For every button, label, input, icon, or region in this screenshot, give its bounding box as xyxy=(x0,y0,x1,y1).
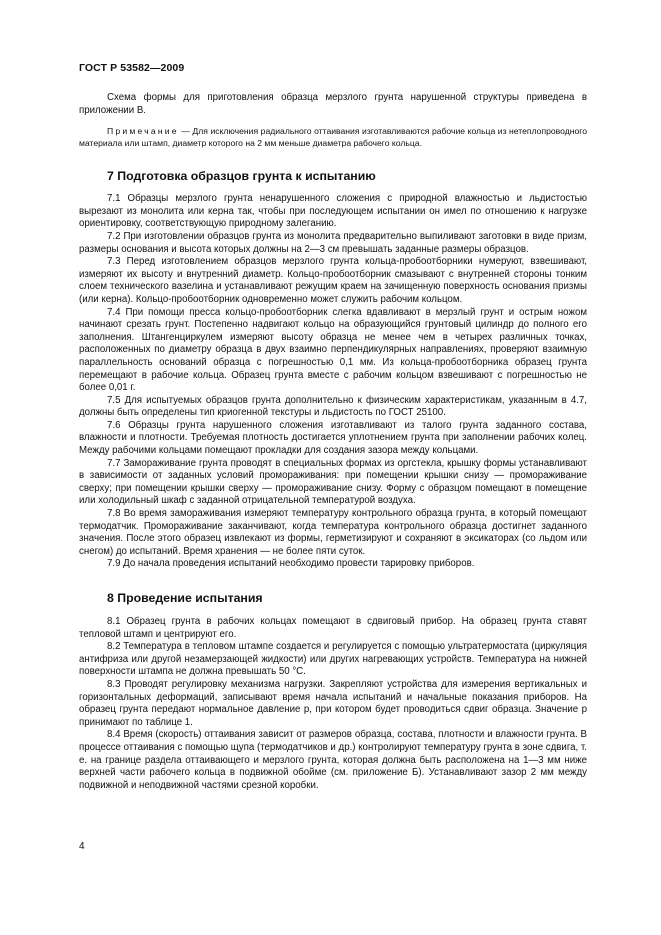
section-8-title: 8 Проведение испытания xyxy=(107,591,263,605)
paragraph-7-6: 7.6 Образцы грунта нарушенного сложения изготавливают из талого грунта заданного состава, влажности и плотности. Требуемая плотность достигается уплотнением грунта при заполнении рабочих колец. Между рабочими кольцами помещают прокладки для создания зазора между кольцами. xyxy=(79,419,587,457)
paragraph-8-1: 8.1 Образец грунта в рабочих кольцах помещают в сдвиговый прибор. На образец грунта ставят тепловой штамп и центрируют его. xyxy=(79,616,587,640)
note-text: — Для исключения радиального оттаивания изготавливаются рабочие кольца из нетеплопроводного материала или штамп, диаметр которого на 2 мм меньше диаметра рабочего кольца. xyxy=(79,126,587,149)
paragraph-8-2: 8.2 Температура в тепловом штампе создается и регулируется с помощью ультратермостата (циркуляция антифриза или другой незамерзающей жидкости) или других нагревающих устройств. Температура на нижней поверхности штампа не должна превышать 50 °C. xyxy=(79,641,587,678)
paragraph-7-4: 7.4 При помощи пресса кольцо-пробоотборник слегка вдавливают в мерзлый грунт и острым ножом начинают срезать грунт. Постепенно надвигают кольцо на образующийся грунтовый цилиндр до полного его заполнения. Штангенциркулем измеряют высоту образца не менее чем в четырех различных точках, расположенных по диаметру образца в двух взаимно перпендикулярных направлениях, проверяют взаимную параллельность оснований образца с погрешностью 0,1 мм. Из кольца-пробоотборника образец грунта перемещают в рабочие кольца. Образец грунта вместе с рабочим кольцом взвешивают с погрешностью не более 0,01 г. xyxy=(79,306,587,394)
paragraph-7-9: 7.9 До начала проведения испытаний необходимо провести тарировку приборов. xyxy=(107,558,475,570)
standard-code: ГОСТ Р 53582—2009 xyxy=(79,62,185,74)
paragraph-7-1: 7.1 Образцы мерзлого грунта ненарушенного сложения с природной влажностью и льдистостью вырезают из монолита или керна так, чтобы при последующем испытании он имел по отношению к нагрузке ориентировку, соответствующую природному залеганию. xyxy=(79,193,587,230)
paragraph-7-2: 7.2 При изготовлении образцов грунта из монолита предварительно выпиливают заготовки в виде призм, размеры основания и высота которых должны на 2—3 см превышать заданные размеры образцов. xyxy=(79,230,587,255)
paragraph-8-4: 8.4 Время (скорость) оттаивания зависит от размеров образца, состава, плотности и влажности грунта. В процессе оттаивания с помощью щупа (термодатчиков и др.) контролируют температуру грунта в зоне сдвига, т. е. на границе раздела оттаивающего и мерзлого грунта, которая должна быть расположена на 1—3 мм ниже верхней части рабочего кольца в подвижной обойме (см. приложение Б). Устанавливают зазор 2 мм между подвижной и неподвижной частями срезной коробки. xyxy=(79,729,587,791)
intro-paragraph: Схема формы для приготовления образца мерзлого грунта нарушенной структуры приведена в приложении В. xyxy=(79,92,587,116)
paragraph-7-7: 7.7 Замораживание грунта проводят в специальных формах из оргстекла, крышку формы устанавливают в зависимости от заданных условий промораживания: при помещении крышки снизу — промораживание сверху; при помещении крышки сверху — промораживание снизу. Форму с образцом помещают в помещение или холодильный шкаф с заданной отрицательной температурой воздуха. xyxy=(79,457,587,507)
page-number: 4 xyxy=(79,841,85,852)
page-body xyxy=(79,92,587,792)
section-7-title: 7 Подготовка образцов грунта к испытанию xyxy=(107,169,376,184)
paragraph-8-3: 8.3 Проводят регулировку механизма нагрузки. Закрепляют устройства для измерения вертикальных и горизонтальных деформаций, записывают время начала испытаний и начальные показания приборов. На образец грунта передают нормальное давление р, при котором будет проводиться сдвиг образца. Значение р принимают по таблице 1. xyxy=(79,678,587,728)
note xyxy=(79,125,587,149)
note-label: Примечание xyxy=(107,126,179,137)
paragraph-7-8: 7.8 Во время замораживания измеряют температуру контрольного образца грунта, в который помещают термодатчик. Промораживание заканчивают, когда температура контрольного образца достигнет заданного значения. После этого образец извлекают из формы, герметизируют и сохраняют в эксикаторах (со льдом или снегом) до испытаний. Время хранения — не более пяти суток. xyxy=(79,508,587,557)
paragraph-7-3: 7.3 Перед изготовлением образцов мерзлого грунта кольца-пробоотборники нумеруют, взвешивают, измеряют их высоту и внутренний диаметр. Кольцо-пробоотборник смазывают с внутренней стороны тонким слоем технического вазелина и устанавливают режущим краем на зачищенную поверхность основания призмы (или керна). Кольцо-пробоотборник одновременно может служить рабочим кольцом. xyxy=(79,256,587,305)
paragraph-7-5: 7.5 Для испытуемых образцов грунта дополнительно к физическим характеристикам, указанным в 4.7, должны быть определены тип криогенной текстуры и льдистость по ГОСТ 25100. xyxy=(79,394,587,419)
